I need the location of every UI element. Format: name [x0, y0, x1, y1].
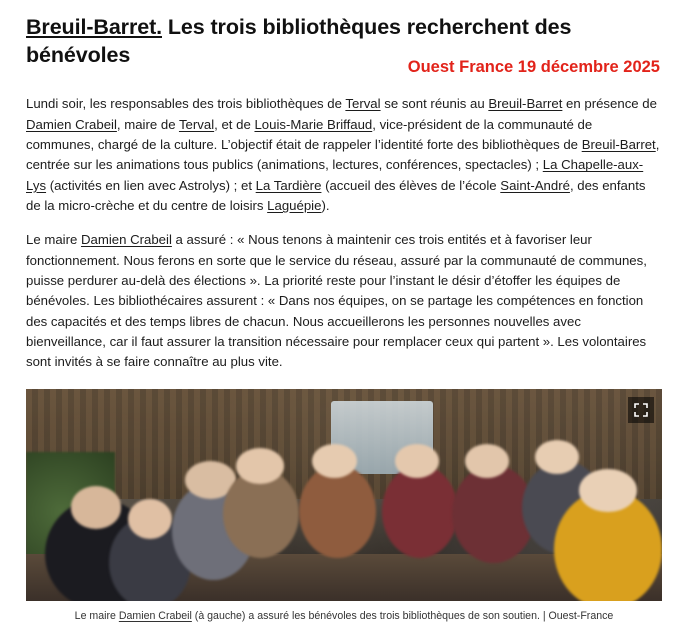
- photo-image: [26, 389, 662, 601]
- inline-link[interactable]: Louis-Marie Briffaud: [254, 116, 373, 132]
- article-photo: [26, 389, 662, 601]
- text-run: se sont réunis au: [380, 96, 489, 112]
- text-run: (à gauche) a assuré les bénévoles des trois bibliothèques de son soutien. | Ouest-France: [191, 609, 614, 622]
- inline-link[interactable]: Damien Crabeil: [80, 232, 172, 248]
- text-run: Lundi soir, les responsables des trois bibliothèques de: [26, 96, 346, 112]
- inline-link[interactable]: La Chapelle-aux-Lys: [26, 157, 644, 193]
- photo-person-head: [71, 486, 122, 528]
- photo-person-head: [535, 440, 580, 474]
- inline-link[interactable]: La Tardière: [255, 177, 322, 193]
- text-run: Le maire: [26, 232, 81, 248]
- headline-rest: Les trois bibliothèques recherchent des bénévoles: [26, 15, 572, 67]
- text-run: (accueil des élèves de l’école: [321, 177, 501, 193]
- text-run: (activités en lien avec Astrolys) ; et: [46, 177, 256, 193]
- text-run: , des enfants de la micro-crèche et du centre de loisirs: [26, 177, 646, 214]
- inline-link[interactable]: Breuil-Barret: [488, 96, 563, 112]
- source-date: Ouest France 19 décembre 2025: [407, 58, 660, 77]
- text-run: , et de: [214, 116, 255, 132]
- photo-person-head: [236, 448, 284, 484]
- photo-person: [382, 465, 458, 558]
- text-run: en présence de: [562, 96, 657, 112]
- text-run: , centrée sur les animations tous publics (animations, lectures, conférences, spectacles) ;: [26, 137, 660, 173]
- photo-caption: [26, 609, 662, 624]
- text-run: Le maire: [74, 609, 119, 622]
- inline-link[interactable]: Laguépie: [267, 198, 322, 214]
- inline-link[interactable]: Damien Crabeil: [118, 609, 192, 622]
- inline-link[interactable]: Damien Crabeil: [26, 116, 117, 132]
- inline-link[interactable]: Breuil-Barret: [581, 137, 656, 153]
- expand-fullscreen-icon[interactable]: [628, 397, 654, 423]
- paragraph-2: [26, 230, 662, 372]
- photo-person-head: [395, 444, 440, 478]
- inline-link[interactable]: Terval: [178, 116, 215, 132]
- text-run: , vice-président de la communauté de communes, chargé de la culture. L’objectif était de rappeler l’identité forte des bibliothèques de: [26, 116, 593, 153]
- photo-person-head: [312, 444, 357, 478]
- headline-place: Breuil-Barret.: [26, 15, 162, 39]
- text-run: ).: [321, 198, 330, 214]
- inline-link[interactable]: Terval: [345, 96, 381, 112]
- text-run: a assuré : « Nous tenons à maintenir ces trois entités et à favoriser leur fonctionnement. Nous ferons en sorte que le service du réseau, assuré par la communauté de communes, puisse perdurer au-delà des élections ». La priorité reste pour l’instant le désir d’étoffer les équipes de bénévoles. Les bibliothécaires assurent : « Dans nos équipes, on se partage les compétences en fonction des capacités et des temps libres de chacun. Nous accueillerons les personnes nouvelles avec bienveillance, car il faut assurer la transition nécessaire pour remplacer ceux qui partent ». Les volontaires sont invités à se faire connaître au plus vite.: [26, 232, 647, 370]
- text-run: , maire de: [116, 116, 179, 132]
- photo-person: [299, 465, 375, 558]
- inline-link[interactable]: Saint-André: [500, 177, 570, 193]
- photo-person-head: [579, 469, 636, 511]
- paragraph-1: [26, 94, 662, 216]
- photo-person-head: [465, 444, 510, 478]
